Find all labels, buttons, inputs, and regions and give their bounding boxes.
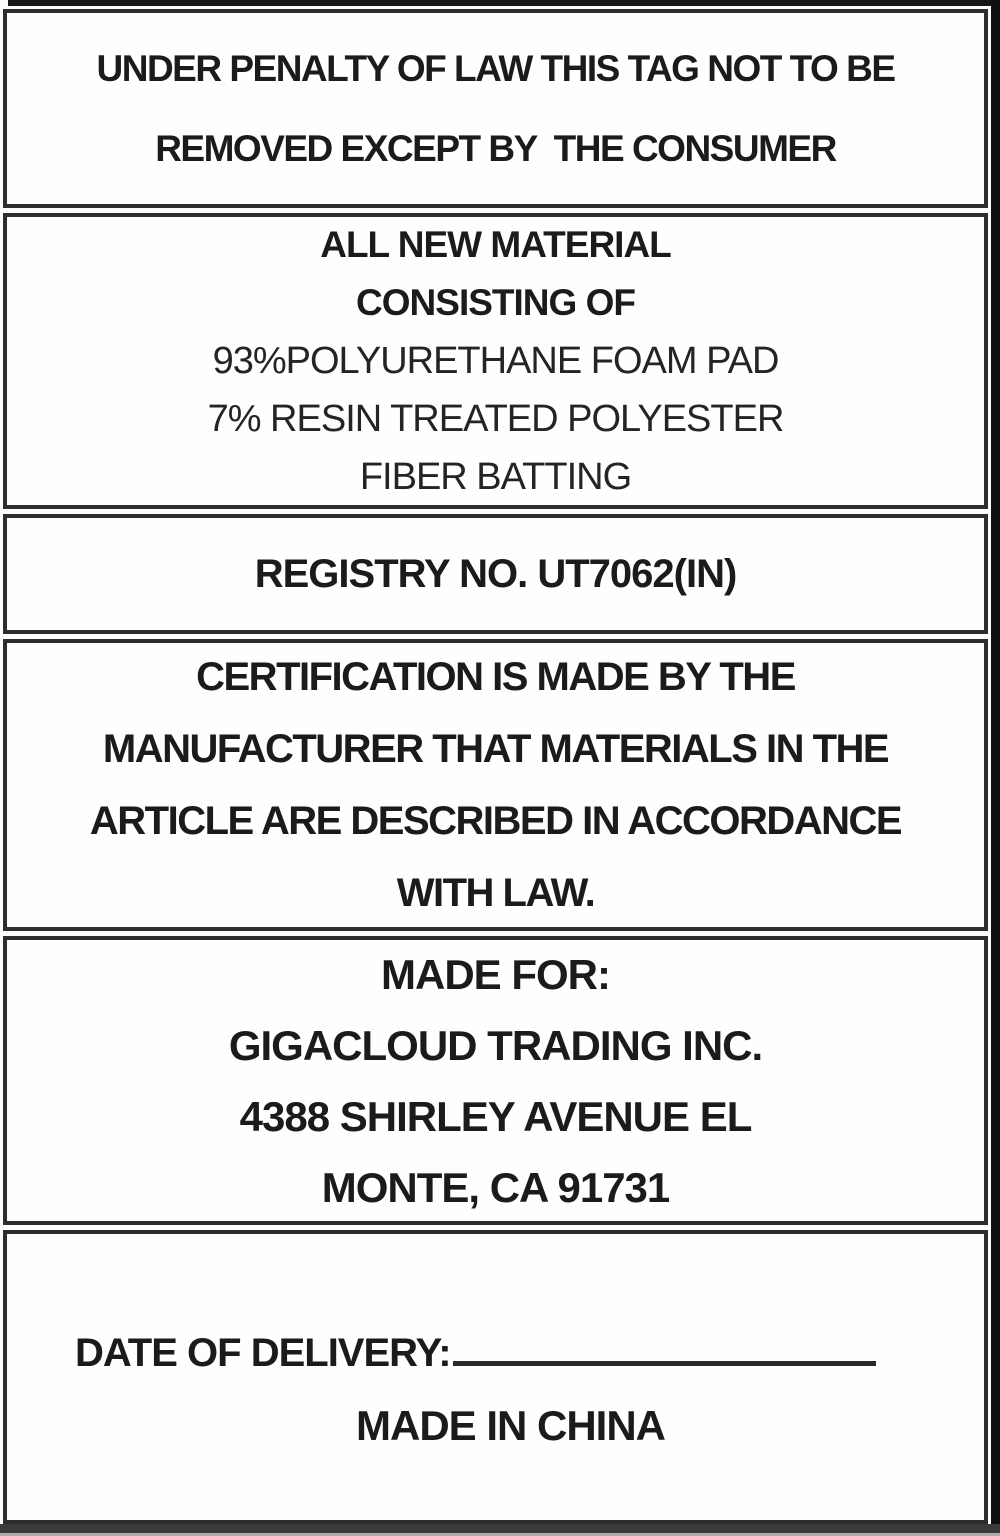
made-in-china-label: MADE IN CHINA — [356, 1402, 665, 1449]
made-for-address-2: MONTE, CA 91731 — [321, 1163, 670, 1211]
made-for-section — [3, 936, 988, 1225]
certification-line-1: CERTIFICATION IS MADE BY THE — [196, 655, 795, 699]
delivery-section — [3, 1230, 988, 1524]
materials-item-1: 93%POLYURETHANE FOAM PAD — [212, 340, 779, 382]
materials-item-3: FIBER BATTING — [359, 456, 632, 498]
materials-item-2: 7% RESIN TREATED POLYESTER — [207, 398, 784, 440]
penalty-section — [3, 9, 988, 208]
materials-title-2: CONSISTING OF — [356, 282, 635, 323]
certification-line-4: WITH LAW. — [396, 871, 595, 915]
photo-edge-right — [991, 0, 1000, 1532]
certification-line-3: ARTICLE ARE DESCRIBED IN ACCORDANCE — [89, 799, 902, 843]
made-in-row — [7, 1402, 984, 1450]
registry-number: REGISTRY NO. UT7062(IN) — [254, 551, 737, 596]
delivery-row — [7, 1326, 984, 1376]
delivery-blank-line — [453, 1326, 876, 1366]
date-of-delivery-label: DATE OF DELIVERY: — [75, 1331, 451, 1375]
made-for-address-1: 4388 SHIRLEY AVENUE EL — [239, 1092, 752, 1140]
certification-section — [3, 639, 988, 931]
law-label-tag — [3, 9, 988, 1529]
certification-line-2: MANUFACTURER THAT MATERIALS IN THE — [102, 727, 889, 771]
photo-edge-top — [8, 0, 1000, 6]
registry-section — [3, 514, 988, 634]
materials-section — [3, 213, 988, 509]
materials-title-1: ALL NEW MATERIAL — [320, 224, 671, 265]
penalty-line-1: UNDER PENALTY OF LAW THIS TAG NOT TO BE — [96, 47, 895, 89]
penalty-line-2: REMOVED EXCEPT BY THE CONSUMER — [155, 127, 836, 169]
made-for-company: GIGACLOUD TRADING INC. — [228, 1021, 763, 1069]
made-for-title: MADE FOR: — [381, 950, 610, 998]
